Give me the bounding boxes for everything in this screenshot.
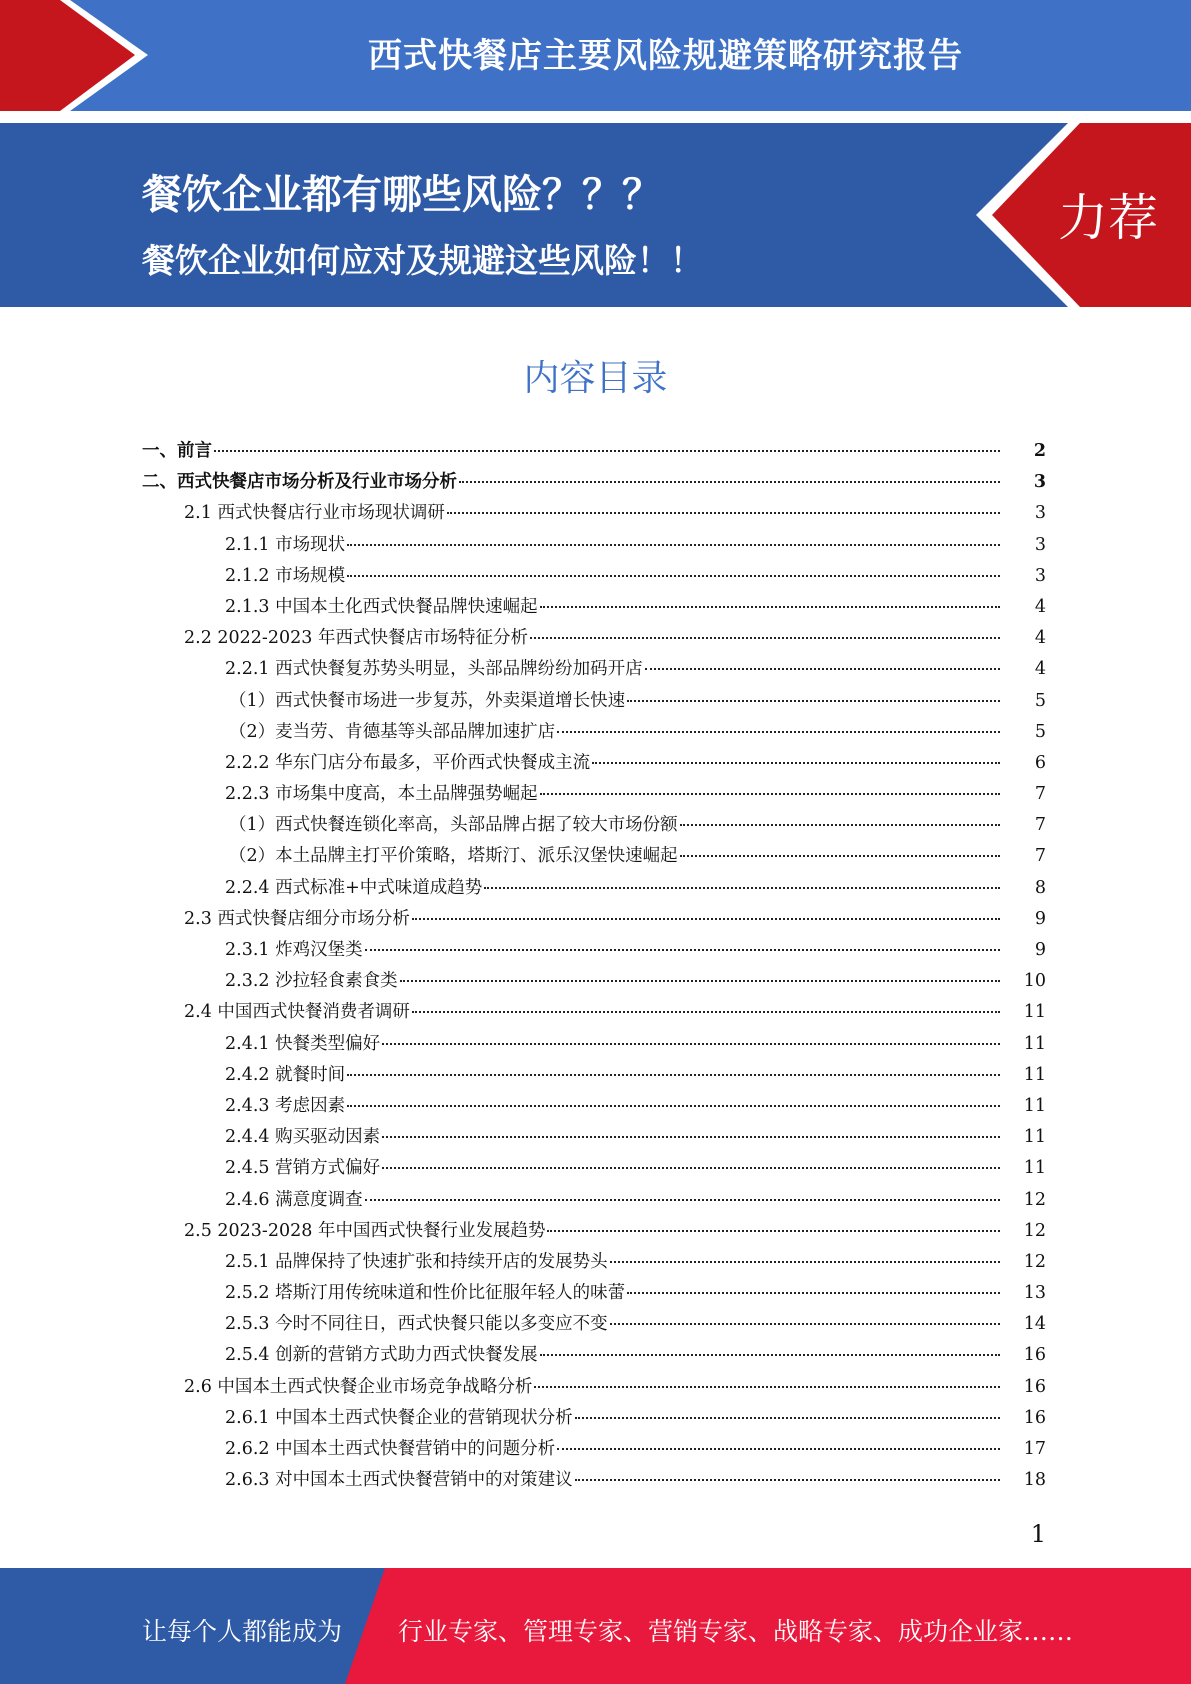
toc-entry[interactable] [0,811,1191,842]
toc-entry[interactable] [0,562,1191,593]
toc-leader-dots [347,1105,1000,1107]
toc-entry-page: 12 [1023,1251,1046,1272]
toc-entry-title: 2.4.2 就餐时间 [225,1064,346,1085]
toc-entry-title: （1）西式快餐市场进一步复苏，外卖渠道增长快速 [229,690,626,711]
footer-roles: 行业专家、管理专家、营销专家、战略专家、成功企业家…… [398,1617,1074,1646]
toc-entry-title: 二、西式快餐店市场分析及行业市场分析 [142,472,457,493]
toc-entry-title: 2.5.3 今时不同往日，西式快餐只能以多变应不变 [225,1314,608,1335]
toc-entry-title: 2.5.1 品牌保持了快速扩张和持续开店的发展势头 [225,1251,608,1272]
toc-leader-dots [214,450,1000,452]
toc-entry-title: （1）西式快餐连锁化率高，头部品牌占据了较大市场份额 [229,815,678,836]
recommend-badge-label: 力荐 [1058,189,1158,247]
toc-leader-dots [680,855,1000,857]
toc-entry[interactable] [0,1061,1191,1092]
toc-entry-title: 2.1.2 市场规模 [225,565,346,586]
toc-leader-dots [400,980,1000,982]
toc-entry-title: 2.5.2 塔斯汀用传统味道和性价比征服年轻人的味蕾 [225,1283,626,1304]
toc-leader-dots [627,1292,1000,1294]
toc-entry-page: 3 [1034,565,1046,586]
toc-leader-dots [382,1043,1000,1045]
page-number: 1 [1030,1520,1046,1548]
toc-entry-title: 2.2.2 华东门店分布最多，平价西式快餐成主流 [225,752,591,773]
toc-entry-page: 4 [1034,628,1046,649]
toc-entry[interactable] [0,1435,1191,1466]
toc-leader-dots [575,1417,1000,1419]
toc-entry-page: 13 [1023,1283,1046,1304]
toc-leader-dots [382,1136,1000,1138]
toc-entry-page: 10 [1023,971,1046,992]
toc-entry-page: 11 [1023,1064,1046,1085]
toc-entry-page: 5 [1034,721,1046,742]
toc-entry[interactable] [0,593,1191,624]
toc-title: 内容目录 [523,358,668,399]
toc-leader-dots [557,1448,1000,1450]
toc-entry-page: 17 [1023,1439,1046,1459]
toc-entry-title: 一、前言 [142,441,212,461]
toc-entry[interactable] [0,531,1191,562]
toc-entry-title: 2.4 中国西式快餐消费者调研 [184,1002,410,1023]
toc-entry[interactable] [0,1217,1191,1248]
toc-entry[interactable] [0,1404,1191,1435]
footer-slogan: 让每个人都能成为 [142,1617,343,1646]
toc-entry-title: 2.1.3 中国本土化西式快餐品牌快速崛起 [225,596,538,617]
toc-entry-page: 14 [1023,1314,1046,1335]
toc-leader-dots [557,731,1000,733]
toc-entry-title: 2.6.2 中国本土西式快餐营销中的问题分析 [225,1439,556,1459]
toc-leader-dots [534,1386,1000,1388]
toc-entry[interactable] [0,624,1191,655]
toc-entry-page: 9 [1034,940,1046,960]
toc-leader-dots [610,1323,1000,1325]
toc-entry-title: 2.6.1 中国本土西式快餐企业的营销现状分析 [225,1407,573,1428]
toc-entry[interactable] [0,655,1191,686]
toc-entry[interactable] [0,998,1191,1029]
toc-entry-page: 7 [1034,784,1046,805]
banner-headline: 餐饮企业都有哪些风险？？？ [142,172,662,218]
toc-entry-page: 16 [1023,1345,1046,1366]
toc-entry-page: 5 [1034,690,1046,711]
toc-entry[interactable] [0,1310,1191,1341]
toc-entry-page: 16 [1023,1376,1046,1397]
red-arrow-icon [0,0,160,111]
toc-leader-dots [610,1261,1000,1263]
toc-entry-title: 2.4.3 考虑因素 [225,1095,346,1116]
toc-entry[interactable] [0,1186,1191,1217]
toc-leader-dots [365,1199,1000,1201]
toc-leader-dots [412,918,1000,920]
footer [0,1568,1191,1684]
toc-entry-title: 2.3 西式快餐店细分市场分析 [184,908,410,929]
table-of-contents [0,437,1191,1497]
toc-entry[interactable] [0,749,1191,780]
toc-entry-title: 2.1.1 市场现状 [225,534,346,555]
toc-leader-dots [347,575,1000,577]
toc-entry-page: 12 [1023,1189,1046,1210]
toc-entry-title: 2.6 中国本土西式快餐企业市场竞争战略分析 [184,1376,533,1397]
toc-entry-title: 2.2.3 市场集中度高，本土品牌强势崛起 [225,784,538,805]
toc-entry-title: 2.3.2 沙拉轻食素食类 [225,971,398,992]
toc-entry-page: 16 [1023,1407,1046,1428]
toc-entry-title: 2.1 西式快餐店行业市场现状调研 [184,503,445,524]
toc-entry-title: （2）本土品牌主打平价策略，塔斯汀、派乐汉堡快速崛起 [229,846,678,867]
toc-leader-dots [592,762,1000,764]
toc-entry-page: 6 [1034,752,1046,773]
toc-leader-dots [484,887,1000,889]
toc-entry-title: 2.4.5 营销方式偏好 [225,1158,381,1179]
toc-entry-page: 18 [1023,1470,1046,1491]
toc-entry-title: 2.2.1 西式快餐复苏势头明显，头部品牌纷纷加码开店 [225,659,643,680]
report-title: 西式快餐店主要风险规避策略研究报告 [368,36,963,76]
toc-entry-title: 2.2 2022-2023 年西式快餐店市场特征分析 [184,628,528,649]
toc-leader-dots [540,793,1000,795]
toc-entry-page: 4 [1034,596,1046,617]
toc-entry-title: 2.6.3 对中国本土西式快餐营销中的对策建议 [225,1470,573,1491]
toc-entry-page: 11 [1023,1127,1046,1148]
toc-entry-title: 2.5.4 创新的营销方式助力西式快餐发展 [225,1345,538,1366]
toc-entry[interactable] [0,468,1191,499]
toc-entry-page: 2 [1033,441,1046,461]
toc-leader-dots [347,1074,1000,1076]
toc-leader-dots [447,512,1000,514]
toc-leader-dots [540,1354,1000,1356]
toc-entry[interactable] [0,437,1191,468]
toc-entry[interactable] [0,1279,1191,1310]
toc-entry-title: 2.2.4 西式标准+中式味道成趋势 [225,877,483,898]
toc-entry-page: 11 [1023,1033,1046,1054]
toc-leader-dots [412,1011,1000,1013]
toc-entry-page: 11 [1023,1095,1046,1116]
toc-entry[interactable] [0,1373,1191,1404]
toc-leader-dots [365,949,1000,951]
toc-entry-title: 2.4.6 满意度调查 [225,1189,363,1210]
toc-leader-dots [680,824,1000,826]
toc-entry[interactable] [0,874,1191,905]
toc-entry[interactable] [0,499,1191,530]
toc-entry-page: 7 [1034,815,1046,836]
toc-leader-dots [459,481,1000,483]
toc-entry[interactable] [0,718,1191,749]
toc-entry-page: 3 [1034,503,1046,524]
toc-entry[interactable] [0,780,1191,811]
toc-entry-title: 2.4.1 快餐类型偏好 [225,1033,381,1054]
toc-entry-page: 3 [1033,472,1046,493]
toc-entry-page: 9 [1034,908,1046,929]
hero-banner [0,123,1191,307]
toc-entry-page: 4 [1034,659,1046,680]
toc-entry[interactable] [0,1154,1191,1185]
toc-entry-page: 11 [1023,1002,1046,1023]
toc-entry-page: 12 [1023,1220,1046,1241]
toc-entry-page: 3 [1034,534,1046,555]
banner-subheadline: 餐饮企业如何应对及规避这些风险！！ [142,241,703,280]
toc-entry-page: 8 [1034,877,1046,898]
toc-entry[interactable] [0,1092,1191,1123]
toc-entry[interactable] [0,842,1191,873]
toc-entry-title: 2.3.1 炸鸡汉堡类 [225,940,363,960]
toc-entry[interactable] [0,905,1191,936]
toc-entry[interactable] [0,1123,1191,1154]
toc-entry[interactable] [0,967,1191,998]
toc-leader-dots [347,544,1000,546]
toc-leader-dots [645,668,1000,670]
top-banner [0,0,1191,111]
toc-leader-dots [540,606,1000,608]
toc-entry-page: 11 [1023,1158,1046,1179]
toc-entry[interactable] [0,687,1191,718]
toc-entry-page: 7 [1034,846,1046,867]
toc-entry[interactable] [0,1030,1191,1061]
toc-leader-dots [382,1167,1000,1169]
toc-leader-dots [575,1479,1000,1481]
toc-entry-title: 2.4.4 购买驱动因素 [225,1127,381,1148]
toc-entry-title: 2.5 2023-2028 年中国西式快餐行业发展趋势 [184,1220,546,1241]
toc-leader-dots [627,700,1000,702]
toc-leader-dots [530,637,1000,639]
toc-entry[interactable] [0,936,1191,967]
toc-entry[interactable] [0,1248,1191,1279]
toc-leader-dots [547,1230,1000,1232]
toc-entry-title: （2）麦当劳、肯德基等头部品牌加速扩店 [229,721,556,742]
toc-entry[interactable] [0,1466,1191,1497]
toc-entry[interactable] [0,1341,1191,1372]
